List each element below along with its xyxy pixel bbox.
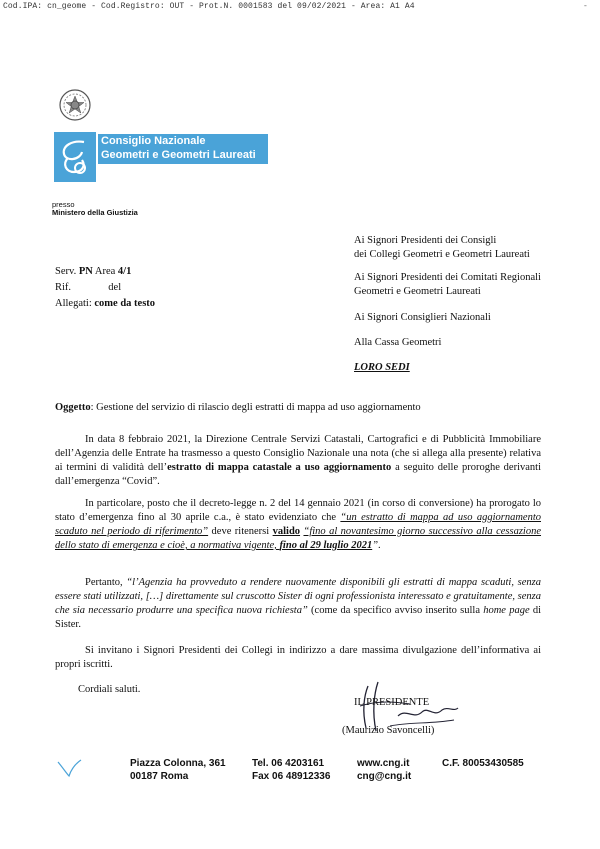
footer-email[interactable]: cng@cng.it xyxy=(357,771,412,782)
allegati-value: come da testo xyxy=(94,298,156,309)
recipient-line: Ai Signori Presidenti dei Consigli xyxy=(354,235,497,246)
footer-hand-mark-icon xyxy=(55,758,83,778)
recipient-line: dei Collegi Geometri e Geometri Laureati xyxy=(354,249,530,260)
oggetto-line xyxy=(55,402,421,413)
p2-italic-2: “fino al novantesimo giorno successivo alla cessazione dello stato di emergenza e cioè, a normativa vigente, xyxy=(55,526,542,551)
presso-label: presso xyxy=(52,200,75,209)
p2-italic-1: “un estratto di mappa ad uso aggiornamento scaduto nel periodo di riferimento” xyxy=(55,512,541,537)
footer-web[interactable]: www.cng.it xyxy=(357,758,410,769)
paragraph-4 xyxy=(55,644,541,672)
paragraph-3 xyxy=(55,576,541,632)
p3-italic-1: “l’Agenzia ha provveduto a rendere nuovamente disponibili gli estratti di mappa scaduti, senza essere stati utilizzati, […] direttamente sul cruscotto Sister di ogni professionista interessato e gratuitamente, senza che sia necessario produrre una specifica nuova richiesta” xyxy=(55,577,541,616)
rif-line xyxy=(55,282,121,293)
footer-contacts xyxy=(357,757,411,783)
p4-text-1: Si invitano i Signori Presidenti dei Collegi in indirizzo a dare massima divulgazione dell’informativa ai propri iscritti. xyxy=(55,645,541,670)
p2-bold-1: valido xyxy=(272,526,301,537)
p3-text-2: (come da specifico avviso inserito sulla xyxy=(307,605,484,616)
p3-text-3: di Sister. xyxy=(55,605,542,630)
p2-text-2: deve ritenersi xyxy=(208,526,273,537)
loro-sedi: LORO SEDI xyxy=(354,362,410,373)
footer-address-1: Piazza Colonna, 361 xyxy=(130,758,226,769)
serv-value: PN xyxy=(78,266,93,277)
paragraph-1 xyxy=(55,433,541,489)
recipient-block-4 xyxy=(354,336,441,350)
logo-line-1: Consiglio Nazionale xyxy=(101,135,206,147)
cng-logo-text xyxy=(98,134,268,164)
oggetto-text: : Gestione del servizio di rilascio degli estratti di mappa ad uso aggiornamento xyxy=(90,402,421,413)
recipient-block-1 xyxy=(354,234,530,262)
rif-label: Rif. xyxy=(55,282,72,293)
signer-role: IL PRESIDENTE xyxy=(354,697,430,708)
recipient-line: Ai Signori Presidenti dei Comitati Regionali xyxy=(354,272,541,283)
paragraph-2 xyxy=(55,497,541,553)
cng-logo-icon xyxy=(54,132,96,182)
area-value: 4/1 xyxy=(117,266,132,277)
p1-text-1: In data 8 febbraio 2021, la Direzione Centrale Servizi Catastali, Cartografici e di Pubblicità Immobiliare dell’Agenzia delle Entrate ha trasmesso a questo Consiglio Nazionale una nota (che si allega alla presente) relativa ai termini di validità dell’ xyxy=(55,434,541,473)
republic-emblem-icon xyxy=(58,88,92,122)
p1-text-2: a seguito delle proroghe derivanti dall’emergenza “Covid”. xyxy=(55,462,541,487)
area-label: Area xyxy=(94,266,116,277)
recipient-line: Ai Signori Consiglieri Nazionali xyxy=(354,312,491,323)
allegati-label: Allegati: xyxy=(55,298,92,309)
cng-logo-mark xyxy=(54,132,96,182)
p2-bold-italic-1: fino al 29 luglio 2021 xyxy=(279,540,373,551)
footer-address-2: 00187 Roma xyxy=(130,771,189,782)
logo-line-2: Geometri e Geometri Laureati xyxy=(101,149,256,161)
p2-text-4: . xyxy=(378,540,381,551)
serv-label: Serv. xyxy=(55,266,77,277)
p1-bold-1: estratto di mappa catastale a uso aggiornamento xyxy=(167,462,392,473)
p2-italic-3: ” xyxy=(372,540,379,551)
allegati-line xyxy=(55,298,155,309)
footer-tel: Tel. 06 4203161 xyxy=(252,758,325,769)
serv-line xyxy=(55,266,131,277)
closing-salutation: Cordiali saluti. xyxy=(78,684,141,695)
corner-mark: - xyxy=(583,2,588,11)
protocol-header: Cod.IPA: cn_geome - Cod.Registro: OUT - Prot.N. 0001583 del 09/02/2021 - Area: A1 A4 xyxy=(3,2,415,11)
recipient-block-2 xyxy=(354,271,541,299)
rif-del: del xyxy=(108,282,122,293)
footer-phone xyxy=(252,757,330,783)
p3-text-1: Pertanto, xyxy=(85,577,127,588)
recipient-line: Geometri e Geometri Laureati xyxy=(354,286,481,297)
signer-name: (Maurizio Savoncelli) xyxy=(342,725,435,736)
recipient-line: Alla Cassa Geometri xyxy=(354,337,442,348)
ministero-label: Ministero della Giustizia xyxy=(52,208,138,217)
footer-address xyxy=(130,757,226,783)
recipient-block-3 xyxy=(354,311,491,325)
p2-text-1: In particolare, posto che il decreto-legge n. 2 del 14 gennaio 2021 (in corso di conversione) ha prorogato lo stato d’emergenza fino al 30 aprile c.a., è stato evidenziato che xyxy=(55,498,541,523)
footer-cf: C.F. 80053430585 xyxy=(442,758,524,769)
oggetto-label: Oggetto xyxy=(55,402,91,413)
p3-italic-2: home page xyxy=(483,605,530,616)
footer-fax: Fax 06 48912336 xyxy=(252,771,331,782)
